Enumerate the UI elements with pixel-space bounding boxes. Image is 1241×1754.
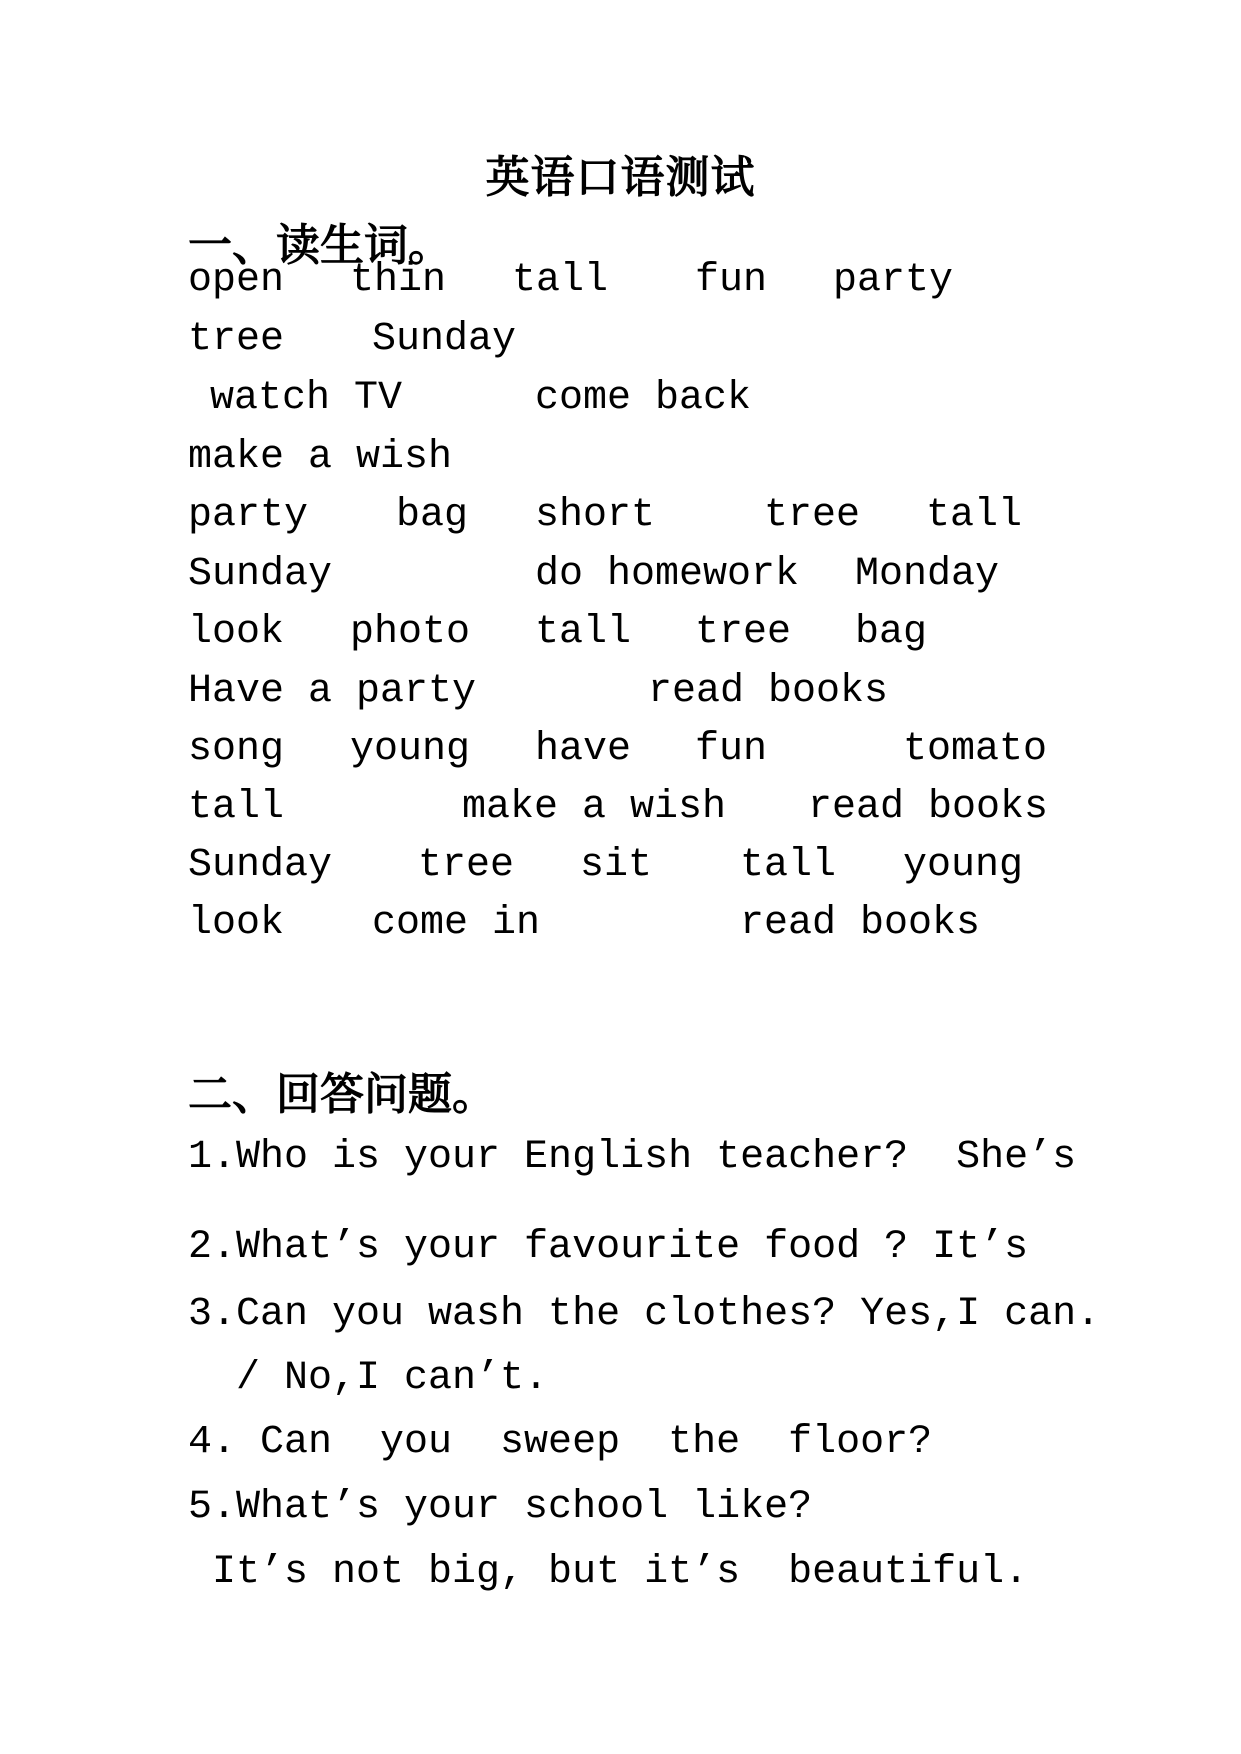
vocab-row-8 [0, 664, 1241, 720]
vocab-row-4 [0, 430, 1241, 486]
vocab-row-1 [0, 253, 1241, 309]
question-line-2: 2.What’s your favourite food ? It’s [188, 1225, 1029, 1270]
vocab-word: make a wish [188, 435, 453, 480]
vocab-word: look [188, 901, 285, 946]
question-line-3: 3.Can you wash the clothes? Yes,I can. [188, 1292, 1101, 1337]
vocab-word: do homework [535, 552, 800, 597]
vocab-word: tall [740, 843, 837, 888]
vocab-word: bag [396, 493, 469, 538]
vocab-word: read books [648, 669, 889, 714]
vocab-word: tall [926, 493, 1023, 538]
vocab-row-7 [0, 605, 1241, 661]
vocab-word: tall [535, 610, 632, 655]
vocab-word: photo [350, 610, 471, 655]
vocab-row-11 [0, 838, 1241, 894]
vocab-word: Have a party [188, 669, 477, 714]
vocab-row-9 [0, 722, 1241, 778]
vocab-word: tree [764, 493, 861, 538]
vocab-word: party [188, 493, 309, 538]
question-line-1: 1.Who is your English teacher? She’s [188, 1135, 1077, 1180]
vocab-row-2 [0, 312, 1241, 368]
vocab-word: tomato [903, 727, 1048, 772]
section-2-heading: 二、回答问题。 [188, 1069, 496, 1120]
vocab-word: tall [188, 785, 285, 830]
vocab-word: make a wish [462, 785, 727, 830]
vocab-row-10 [0, 780, 1241, 836]
vocab-word: thin [350, 258, 447, 303]
vocab-word: come back [535, 376, 752, 421]
vocab-row-3 [0, 371, 1241, 427]
vocab-word: tree [695, 610, 792, 655]
vocab-row-12 [0, 896, 1241, 952]
vocab-word: read books [740, 901, 981, 946]
vocab-word: young [903, 843, 1024, 888]
vocab-word: short [535, 493, 656, 538]
vocab-word: tree [418, 843, 515, 888]
question-line-5-answer: It’s not big, but it’s beautiful. [188, 1550, 1029, 1595]
vocab-word: bag [855, 610, 928, 655]
vocab-row-5 [0, 488, 1241, 544]
question-line-4: 4. Can you sweep the floor? [188, 1420, 933, 1465]
vocab-word: Sunday [372, 317, 517, 362]
vocab-word: party [833, 258, 954, 303]
vocab-word: tree [188, 317, 285, 362]
vocab-word: have [535, 727, 632, 772]
vocab-word: sit [580, 843, 653, 888]
question-line-5: 5.What’s your school like? [188, 1485, 813, 1530]
page-title: 英语口语测试 [485, 152, 756, 203]
vocab-word: tall [512, 258, 609, 303]
vocab-word: read books [808, 785, 1049, 830]
vocab-word: watch TV [210, 376, 403, 421]
vocab-row-6 [0, 547, 1241, 603]
vocab-word: come in [372, 901, 541, 946]
vocab-word: Sunday [188, 552, 333, 597]
question-line-3-answer: / No,I can’t. [188, 1356, 549, 1401]
section-1-heading: 一、读生词。 [188, 220, 452, 271]
vocab-word: young [350, 727, 471, 772]
vocab-word: open [188, 258, 285, 303]
vocab-word: fun [695, 258, 768, 303]
vocab-word: fun [695, 727, 768, 772]
vocab-word: Monday [855, 552, 1000, 597]
vocab-word: song [188, 727, 285, 772]
vocab-word: Sunday [188, 843, 333, 888]
vocab-word: look [188, 610, 285, 655]
